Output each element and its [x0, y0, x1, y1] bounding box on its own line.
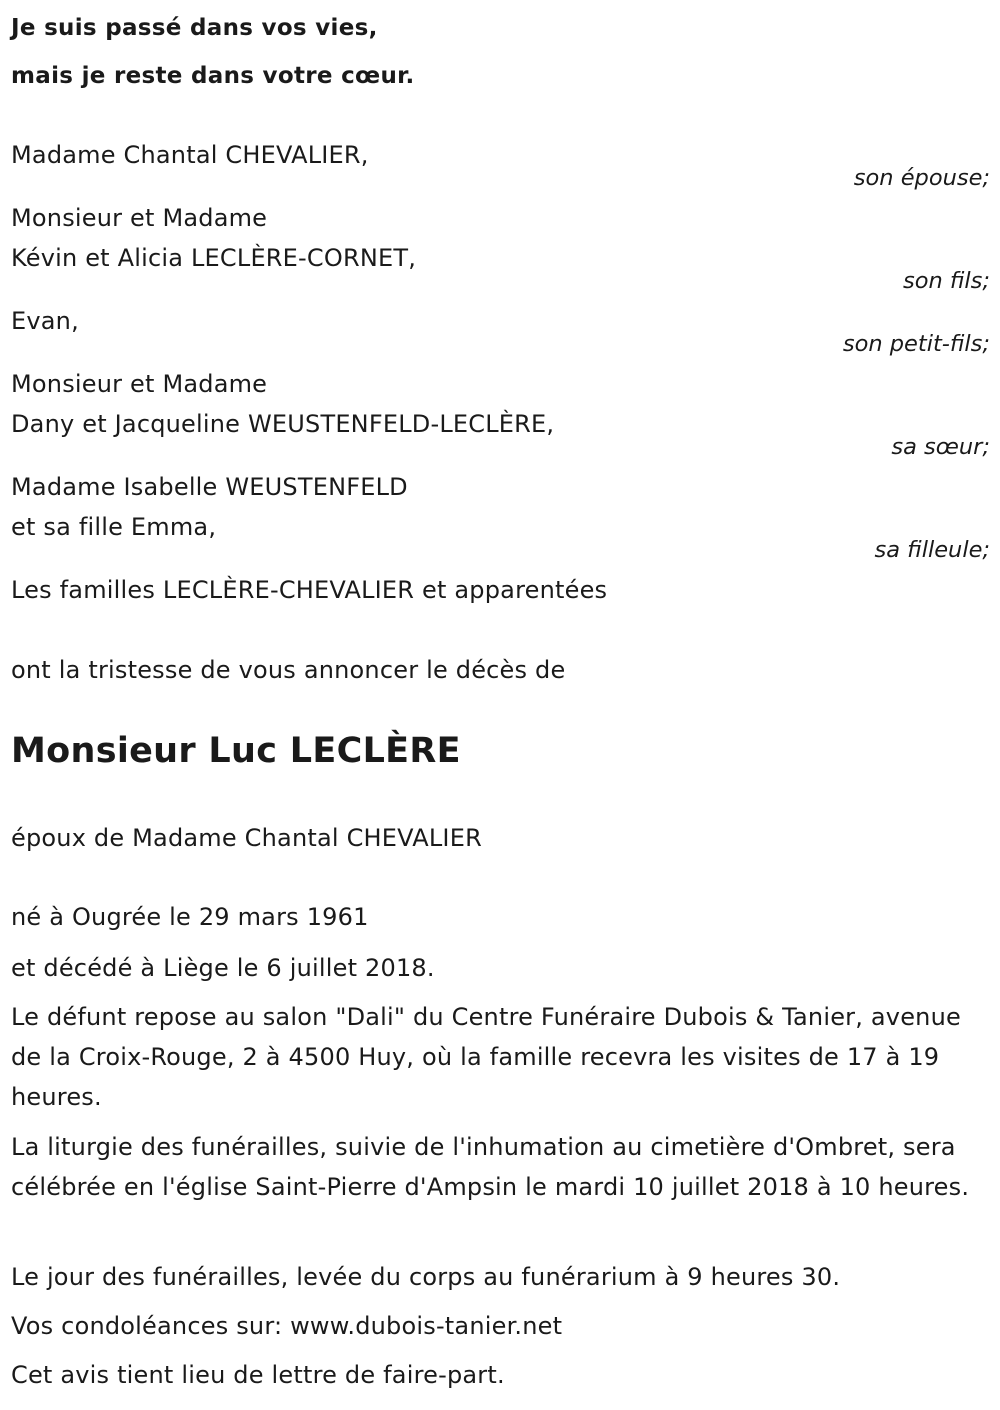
family-member-name: Madame Chantal CHEVALIER,	[11, 141, 369, 169]
deceased-name: Monsieur Luc LECLÈRE	[11, 731, 461, 771]
family-member-name: Evan,	[11, 307, 79, 335]
family-relation: son fils;	[903, 268, 990, 294]
announcement: ont la tristesse de vous annoncer le décès de	[11, 656, 566, 684]
family-relation: sa sœur;	[891, 434, 990, 460]
liturgy-paragraph: La liturgie des funérailles, suivie de l'inhumation au cimetière d'Ombret, sera célébrée en l'église Saint-Pierre d'Ampsin le mardi 10 juillet 2018 à 10 heures.	[11, 1133, 970, 1201]
birth-line: né à Ougrée le 29 mars 1961	[11, 903, 369, 931]
faire-part-paragraph: Cet avis tient lieu de lettre de faire-part.	[11, 1361, 505, 1389]
family-member-name: Madame Isabelle WEUSTENFELD	[11, 473, 408, 501]
family-relation: sa filleule;	[874, 537, 990, 563]
death-line: et décédé à Liège le 6 juillet 2018.	[11, 954, 435, 982]
epigraph-line-1: Je suis passé dans vos vies,	[11, 15, 378, 41]
family-member-name: Dany et Jacqueline WEUSTENFELD-LECLÈRE,	[11, 410, 555, 438]
epigraph-line-2: mais je reste dans votre cœur.	[11, 63, 415, 89]
levee-paragraph: Le jour des funérailles, levée du corps au funérarium à 9 heures 30.	[11, 1263, 841, 1291]
family-relation: son petit-fils;	[842, 331, 990, 357]
repose-paragraph: Le défunt repose au salon "Dali" du Centre Funéraire Dubois & Tanier, avenue de la Croix-Rouge, 2 à 4500 Huy, où la famille recevra les visites de 17 à 19 heures.	[11, 1003, 961, 1111]
families-line: Les familles LECLÈRE-CHEVALIER et apparentées	[11, 576, 608, 604]
family-member-name: Monsieur et Madame	[11, 370, 268, 398]
family-member-name: Kévin et Alicia LECLÈRE-CORNET,	[11, 244, 417, 272]
family-member-name: et sa fille Emma,	[11, 513, 217, 541]
spouse-line: époux de Madame Chantal CHEVALIER	[11, 824, 482, 852]
condolences-paragraph: Vos condoléances sur: www.dubois-tanier.net	[11, 1312, 563, 1340]
family-member-name: Monsieur et Madame	[11, 204, 268, 232]
family-relation: son épouse;	[853, 165, 990, 191]
